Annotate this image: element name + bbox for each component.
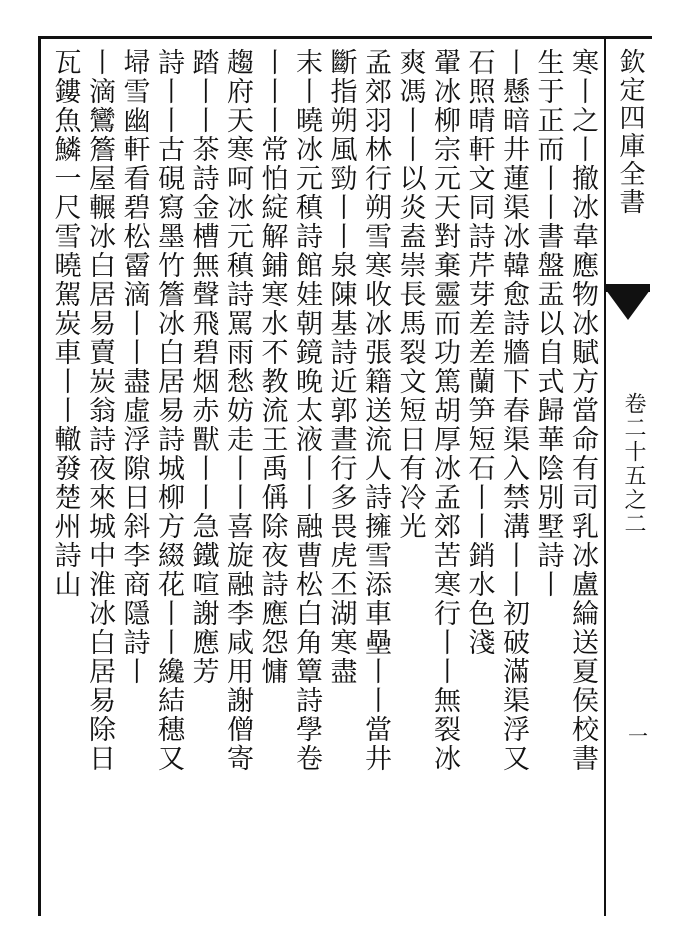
volume-label: 卷二十五之二 [621, 392, 646, 536]
text-column: 趨府天寒呵冰元稹詩罵雨愁妨走丨丨喜旋融李咸用謝僧寄 [222, 48, 253, 773]
text-column: 孟郊羽林行朔雪寒收冰張籍送流人詩擁雪添車壘丨丨當井 [360, 48, 391, 773]
text-column: 丨滴鸞簷屋輾冰白居易賣炭翁詩夜來城中淮冰白居易除日 [84, 48, 115, 773]
text-column: 瓦鏤魚鱗一尺雪曉駕炭車丨丨轍發楚州詩山 [49, 48, 81, 599]
text-column: 寒丨之丨撤冰韋應物冰賦方當命有司乳冰盧綸送夏侯校書 [567, 48, 598, 773]
text-column: 丨丨丨常怕綻解鋪寒水不教流王禹偁除夜詩應怨慵 [256, 48, 288, 686]
fishtail-mark [606, 290, 650, 320]
text-column: 踏丨丨茶詩金槽無聲飛碧烟赤獸丨丨急鐵喧謝應芳 [187, 48, 219, 686]
text-column: 斷指朔風勁丨丨泉陳基詩近郭晝行多畏虎丕湖寒盡 [325, 48, 357, 686]
text-column: 生于正而丨丨書盤盂以自式歸華陰別墅詩丨 [532, 48, 564, 599]
text-column: 翬冰柳宗元天對棄靈而功篤胡厚冰孟郊苦寒行丨丨無裂冰 [429, 48, 460, 773]
text-column: 丨懸暗井蓮渠冰韓愈詩牆下春渠入禁溝丨丨初破滿渠浮又 [498, 48, 529, 773]
text-columns [48, 48, 600, 908]
text-column: 爽馮丨丨以炎盍崇長馬裂文短日有冷光 [394, 48, 426, 541]
book-title: 欽定四庫全書 [615, 48, 645, 216]
text-column: 石照晴軒文同詩芹芽差差蘭笋短石丨丨銷水色淺 [463, 48, 495, 657]
text-column: 詩丨丨古硯寫墨竹簷冰白居易詩城柳方綴花丨丨纔結穗又 [153, 48, 184, 773]
text-column: 末丨曉冰元稹詩館娃朝鏡晚太液丨丨融曹松白角簟詩學卷 [291, 48, 322, 773]
text-column: 埽雪幽軒看碧松霤滴丨丨盡虛浮隙日斜李商隱詩丨 [118, 48, 150, 686]
page-marker: 一 [628, 724, 648, 748]
